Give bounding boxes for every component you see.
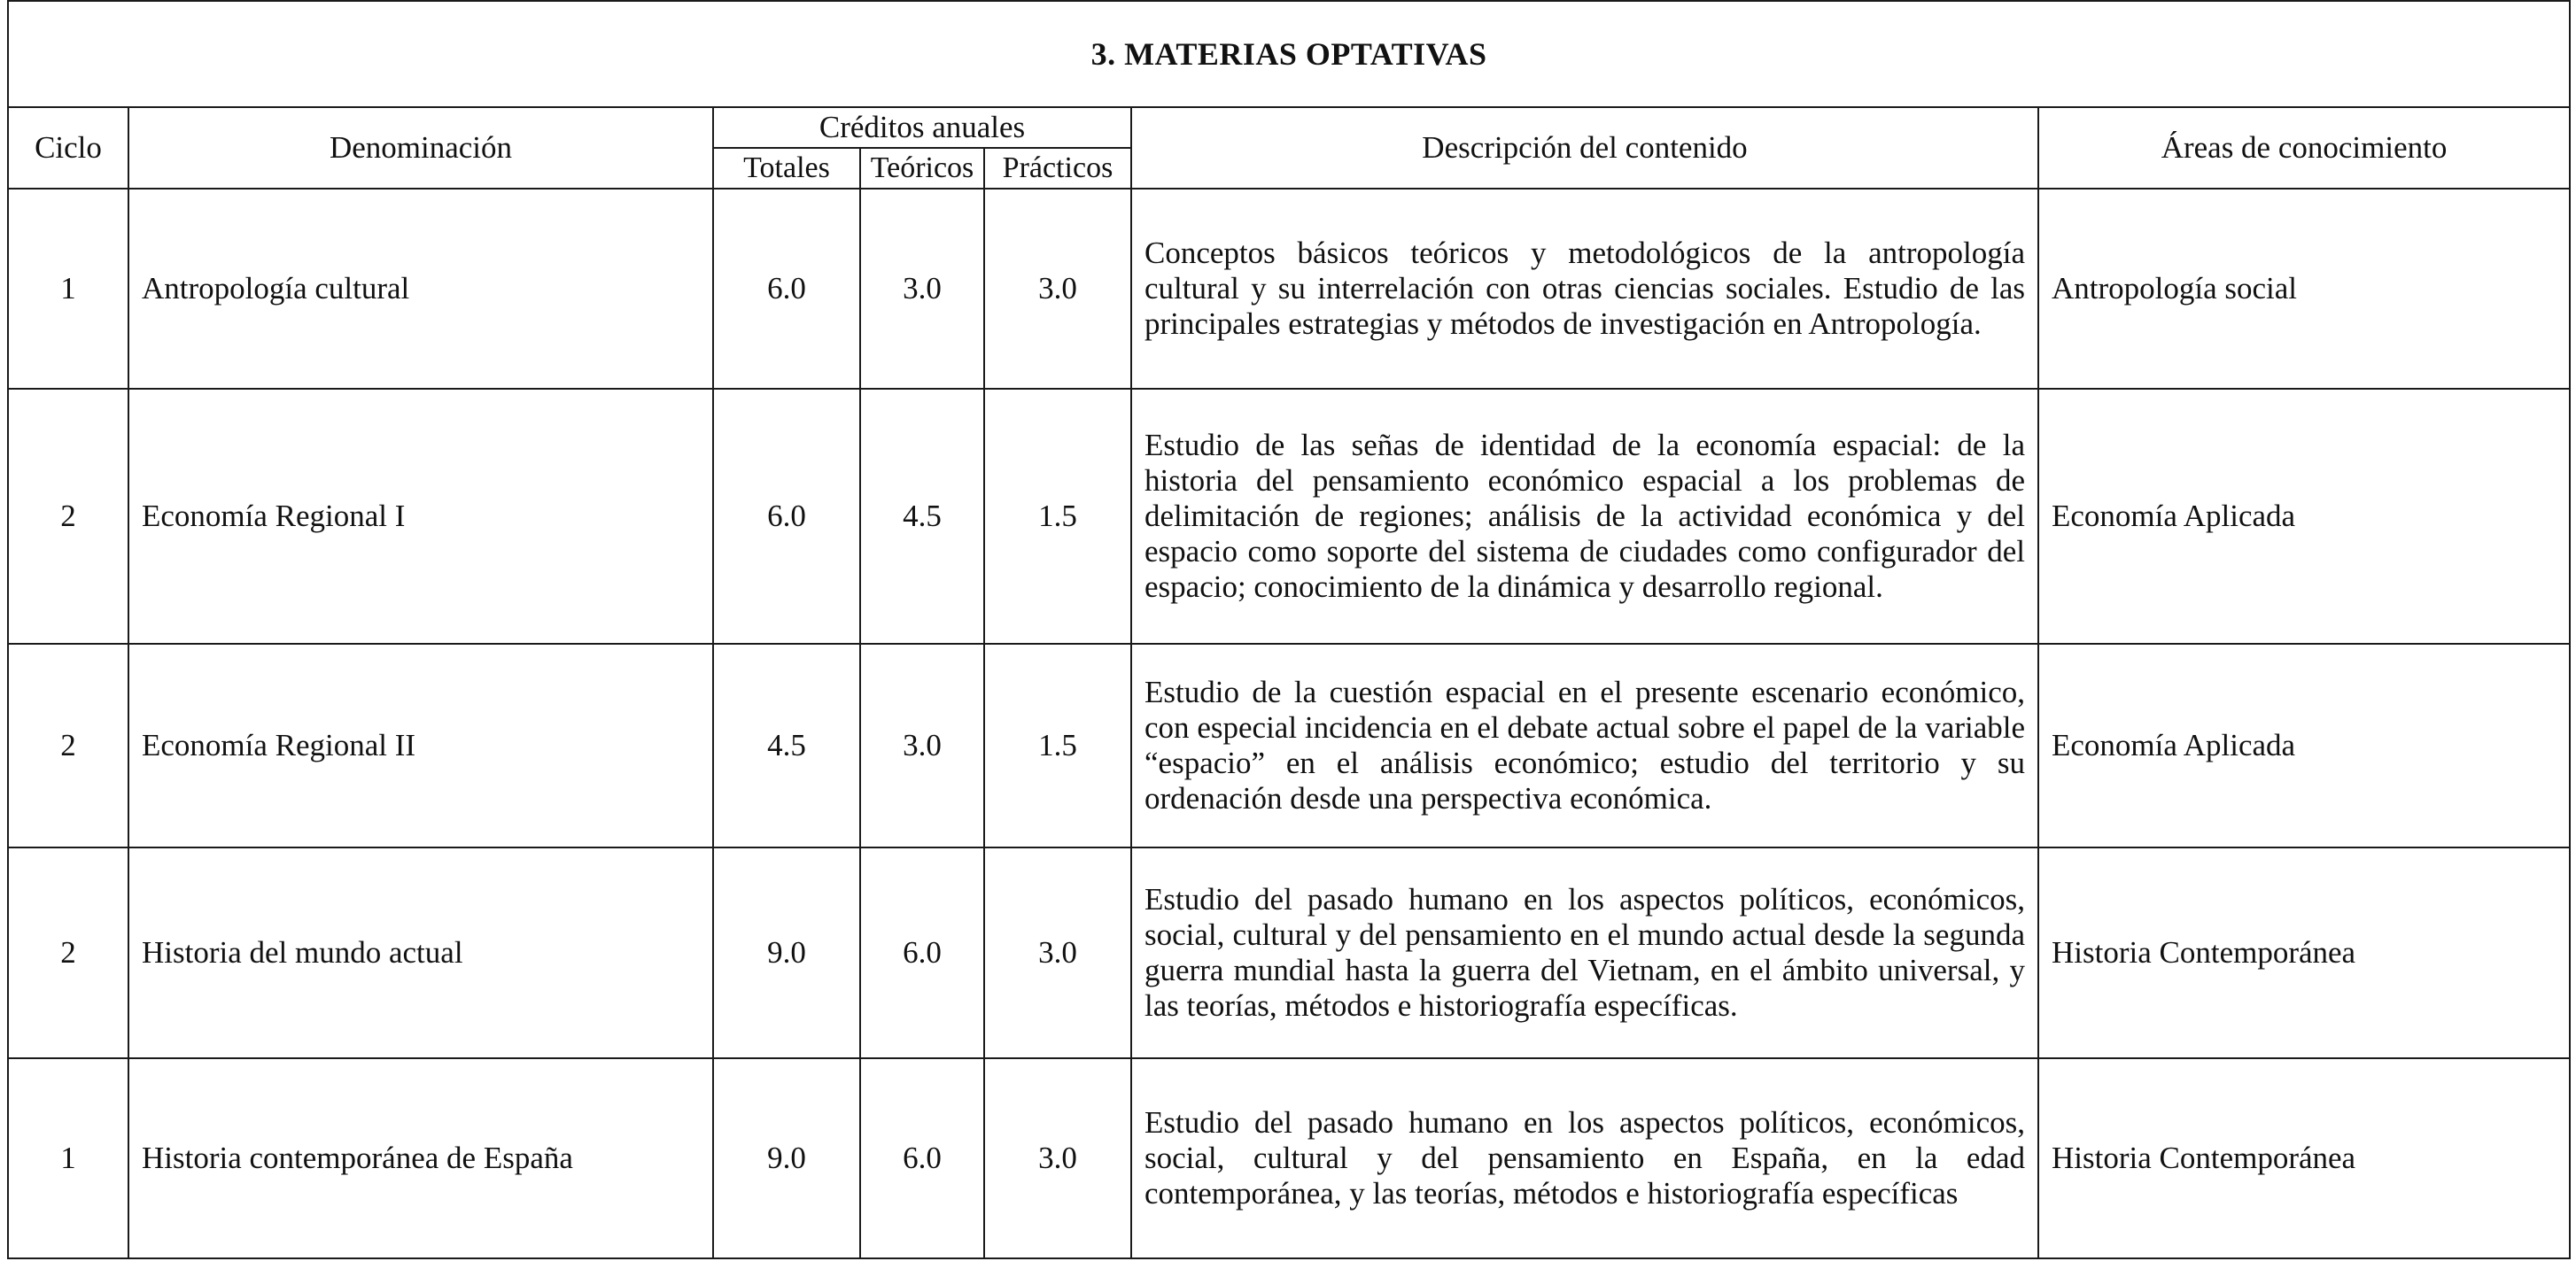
cell-ciclo: 2 (8, 847, 128, 1058)
table-row (8, 389, 2570, 644)
cell-area: Economía Aplicada (2038, 644, 2570, 847)
table-row (8, 1058, 2570, 1258)
cell-teoricos: 6.0 (860, 847, 984, 1058)
cell-denominacion: Economía Regional I (128, 389, 713, 644)
cell-totales: 6.0 (713, 389, 860, 644)
header-teoricos: Teóricos (860, 148, 984, 189)
cell-denominacion: Economía Regional II (128, 644, 713, 847)
cell-area: Historia Contemporánea (2038, 847, 2570, 1058)
cell-practicos: 3.0 (984, 847, 1131, 1058)
cell-denominacion: Antropología cultural (128, 189, 713, 389)
cell-ciclo: 2 (8, 644, 128, 847)
cell-totales: 6.0 (713, 189, 860, 389)
cell-ciclo: 1 (8, 1058, 128, 1258)
header-row-top (8, 107, 2570, 148)
table-title: 3. MATERIAS OPTATIVAS (8, 1, 2570, 107)
cell-practicos: 1.5 (984, 644, 1131, 847)
cell-teoricos: 4.5 (860, 389, 984, 644)
cell-descripcion: Estudio de la cuestión espacial en el presente escenario económico, con especial incidencia en el debate actual sobre el papel de la variable “espacio” en el análisis económico; estudio del territorio y su ordenación desde una perspectiva económica. (1131, 644, 2038, 847)
table-row (8, 847, 2570, 1058)
cell-descripcion: Estudio del pasado humano en los aspectos políticos, económicos, social, cultural y del pensamiento en España, en la edad contemporánea, y las teorías, métodos e historiografía específicas (1131, 1058, 2038, 1258)
header-practicos: Prácticos (984, 148, 1131, 189)
cell-teoricos: 6.0 (860, 1058, 984, 1258)
cell-teoricos: 3.0 (860, 189, 984, 389)
cell-practicos: 3.0 (984, 1058, 1131, 1258)
cell-area: Economía Aplicada (2038, 389, 2570, 644)
header-ciclo: Ciclo (8, 107, 128, 189)
header-creditos-anuales: Créditos anuales (713, 107, 1131, 148)
cell-practicos: 1.5 (984, 389, 1131, 644)
cell-totales: 4.5 (713, 644, 860, 847)
optional-subjects-table (7, 0, 2571, 1259)
cell-teoricos: 3.0 (860, 644, 984, 847)
header-totales: Totales (713, 148, 860, 189)
header-areas: Áreas de conocimiento (2038, 107, 2570, 189)
cell-descripcion: Estudio de las señas de identidad de la economía espacial: de la historia del pensamiento económico espacial a los problemas de delimitación de regiones; análisis de la actividad económica y del espacio como soporte del sistema de ciudades como configurador del espacio; conocimiento de la dinámica y desarrollo regional. (1131, 389, 2038, 644)
cell-ciclo: 1 (8, 189, 128, 389)
cell-area: Antropología social (2038, 189, 2570, 389)
cell-totales: 9.0 (713, 1058, 860, 1258)
cell-practicos: 3.0 (984, 189, 1131, 389)
cell-denominacion: Historia del mundo actual (128, 847, 713, 1058)
header-denominacion: Denominación (128, 107, 713, 189)
title-row (8, 1, 2570, 107)
header-descripcion: Descripción del contenido (1131, 107, 2038, 189)
cell-totales: 9.0 (713, 847, 860, 1058)
table-row (8, 189, 2570, 389)
table-row (8, 644, 2570, 847)
cell-area: Historia Contemporánea (2038, 1058, 2570, 1258)
cell-descripcion: Estudio del pasado humano en los aspectos políticos, económicos, social, cultural y del pensamiento en el mundo actual desde la segunda guerra mundial hasta la guerra del Vietnam, en el ámbito universal, y las teorías, métodos e historiografía específicas. (1131, 847, 2038, 1058)
cell-descripcion: Conceptos básicos teóricos y metodológicos de la antropología cultural y su interrelación con otras ciencias sociales. Estudio de las principales estrategias y métodos de investigación en Antropología. (1131, 189, 2038, 389)
cell-ciclo: 2 (8, 389, 128, 644)
cell-denominacion: Historia contemporánea de España (128, 1058, 713, 1258)
